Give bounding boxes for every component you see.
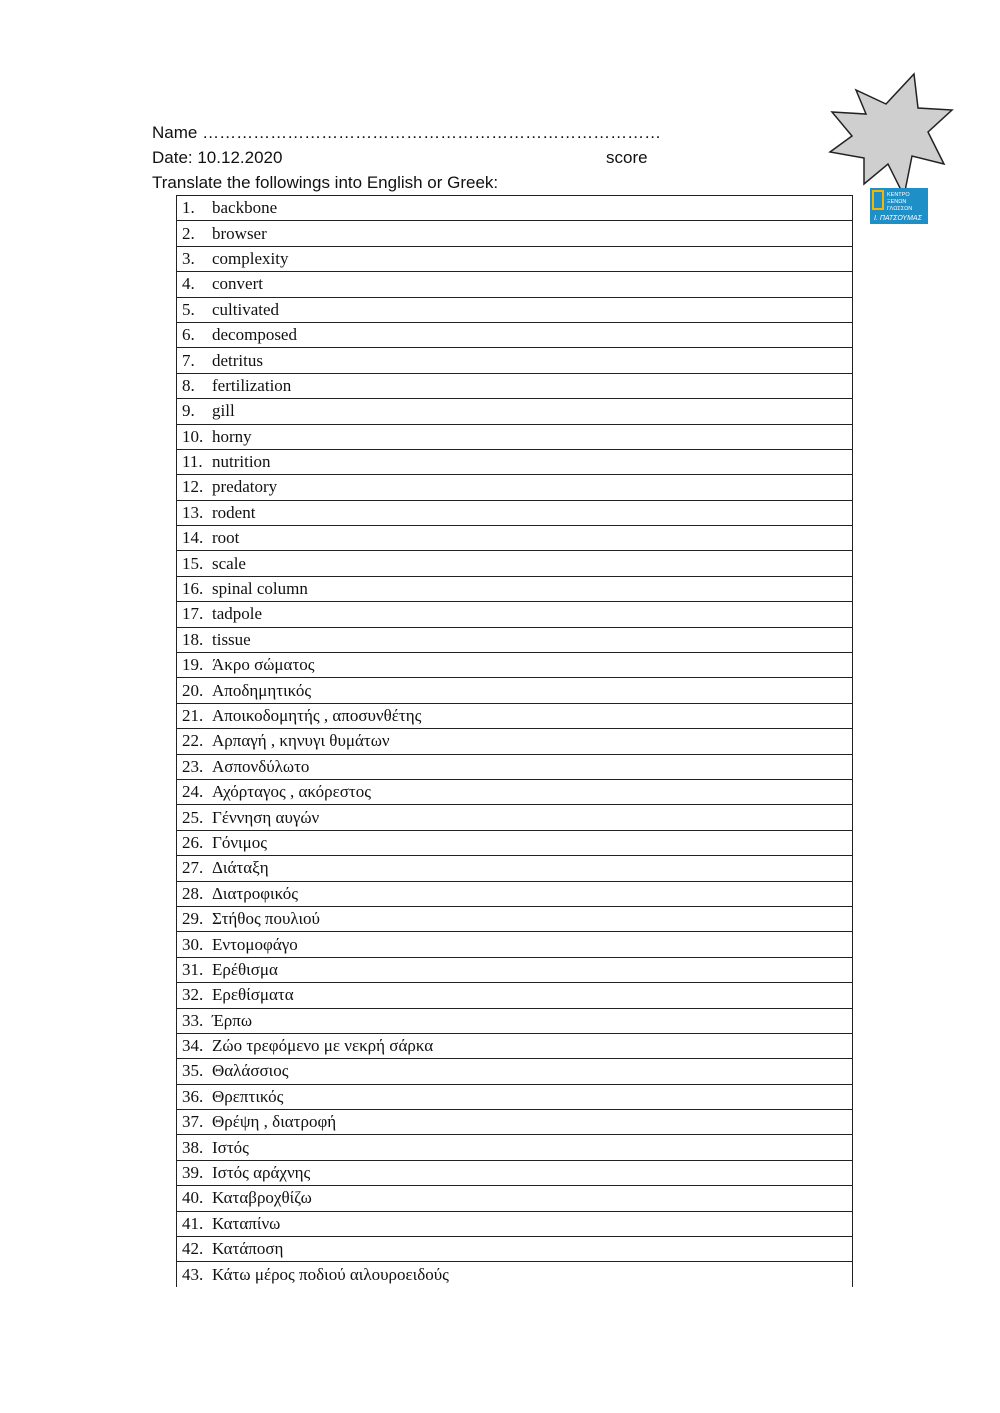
table-row bbox=[177, 754, 853, 779]
item-number: 9. bbox=[182, 401, 195, 421]
vocabulary-cell bbox=[177, 983, 853, 1008]
table-row bbox=[177, 1237, 853, 1262]
table-row bbox=[177, 932, 853, 957]
item-number: 6. bbox=[182, 325, 195, 345]
item-number: 30. bbox=[182, 934, 204, 954]
table-row bbox=[177, 779, 853, 804]
table-row bbox=[177, 221, 853, 246]
table-row bbox=[177, 551, 853, 576]
item-term: Έρπω bbox=[212, 1010, 253, 1030]
item-number: 25. bbox=[182, 807, 204, 827]
item-number: 40. bbox=[182, 1188, 204, 1208]
vocabulary-cell bbox=[177, 932, 853, 957]
item-number: 16. bbox=[182, 579, 204, 599]
vocabulary-cell bbox=[177, 957, 853, 982]
vocabulary-cell bbox=[177, 856, 853, 881]
vocabulary-cell bbox=[177, 627, 853, 652]
item-number: 21. bbox=[182, 706, 204, 725]
vocabulary-cell bbox=[177, 576, 853, 601]
item-term: Αχόρταγος , ακόρεστος bbox=[212, 782, 371, 802]
vocabulary-cell bbox=[177, 1033, 853, 1058]
table-row bbox=[177, 881, 853, 906]
school-logo bbox=[870, 188, 928, 224]
item-term: complexity bbox=[212, 248, 289, 268]
vocabulary-table bbox=[176, 195, 853, 1287]
item-term: nutrition bbox=[212, 452, 271, 472]
item-term: Θρέψη , διατροφή bbox=[212, 1112, 337, 1132]
vocabulary-cell bbox=[177, 1237, 853, 1262]
item-number: 1. bbox=[182, 198, 195, 218]
table-row bbox=[177, 475, 853, 500]
table-row bbox=[177, 399, 853, 424]
vocabulary-cell bbox=[177, 246, 853, 271]
table-row bbox=[177, 1008, 853, 1033]
score-label: score bbox=[606, 148, 648, 167]
item-number: 14. bbox=[182, 528, 204, 548]
table-row bbox=[177, 627, 853, 652]
item-term: scale bbox=[212, 553, 246, 573]
vocabulary-cell bbox=[177, 551, 853, 576]
item-number: 5. bbox=[182, 299, 195, 319]
item-term: Κατάποση bbox=[212, 1239, 284, 1259]
item-number: 37. bbox=[182, 1112, 204, 1132]
vocabulary-cell bbox=[177, 678, 853, 703]
name-field-line: Name ……………………………………………………………………… bbox=[152, 123, 662, 142]
vocabulary-cell bbox=[177, 830, 853, 855]
vocabulary-cell bbox=[177, 1008, 853, 1033]
item-number: 15. bbox=[182, 553, 204, 573]
table-row bbox=[177, 906, 853, 931]
table-row bbox=[177, 348, 853, 373]
item-term: Διάταξη bbox=[212, 858, 269, 878]
item-term: rodent bbox=[212, 502, 256, 522]
vocabulary-cell bbox=[177, 1160, 853, 1185]
table-row bbox=[177, 830, 853, 855]
vocabulary-cell bbox=[177, 1135, 853, 1160]
table-row bbox=[177, 1135, 853, 1160]
vocabulary-cell bbox=[177, 1186, 853, 1211]
table-row bbox=[177, 576, 853, 601]
vocabulary-cell bbox=[177, 729, 853, 754]
table-row bbox=[177, 1186, 853, 1211]
item-number: 23. bbox=[182, 756, 204, 776]
item-term: Κάτω μέρος ποδιού αιλουροειδούς bbox=[212, 1264, 449, 1284]
item-term: predatory bbox=[212, 477, 278, 497]
vocabulary-cell bbox=[177, 297, 853, 322]
item-term: cultivated bbox=[212, 299, 280, 319]
vocabulary-cell bbox=[177, 1110, 853, 1135]
item-number: 34. bbox=[182, 1036, 204, 1056]
vocabulary-cell bbox=[177, 500, 853, 525]
table-row bbox=[177, 449, 853, 474]
table-row bbox=[177, 373, 853, 398]
item-number: 31. bbox=[182, 959, 204, 979]
table-row bbox=[177, 1262, 853, 1287]
item-number: 39. bbox=[182, 1163, 204, 1183]
item-term: browser bbox=[212, 223, 267, 243]
vocabulary-cell bbox=[177, 272, 853, 297]
vocabulary-cell bbox=[177, 449, 853, 474]
table-row bbox=[177, 500, 853, 525]
vocabulary-cell bbox=[177, 805, 853, 830]
item-term: Αποικοδομητής , αποσυνθέτης bbox=[212, 706, 422, 725]
item-term: Καταπίνω bbox=[212, 1213, 281, 1233]
table-row bbox=[177, 653, 853, 678]
vocabulary-cell bbox=[177, 1211, 853, 1236]
vocabulary-cell bbox=[177, 602, 853, 627]
table-row bbox=[177, 678, 853, 703]
table-row bbox=[177, 1160, 853, 1185]
item-number: 43. bbox=[182, 1264, 204, 1284]
vocabulary-cell bbox=[177, 399, 853, 424]
item-number: 11. bbox=[182, 452, 203, 472]
item-term: Ερεθίσματα bbox=[212, 985, 294, 1005]
item-term: Ερέθισμα bbox=[212, 959, 278, 979]
vocabulary-cell bbox=[177, 653, 853, 678]
vocabulary-cell bbox=[177, 779, 853, 804]
item-number: 29. bbox=[182, 909, 204, 929]
vocabulary-cell bbox=[177, 348, 853, 373]
table-row bbox=[177, 805, 853, 830]
date-line: Date: 10.12.2020 bbox=[152, 148, 283, 167]
vocabulary-cell bbox=[177, 906, 853, 931]
table-row bbox=[177, 322, 853, 347]
item-number: 20. bbox=[182, 680, 204, 700]
table-row bbox=[177, 703, 853, 728]
vocabulary-cell bbox=[177, 1262, 853, 1287]
vocabulary-cell bbox=[177, 881, 853, 906]
item-term: Στήθος πουλιού bbox=[212, 909, 320, 929]
item-term: Άκρο σώματος bbox=[212, 655, 315, 675]
item-number: 41. bbox=[182, 1213, 204, 1233]
item-number: 7. bbox=[182, 350, 195, 370]
vocabulary-cell bbox=[177, 475, 853, 500]
table-row bbox=[177, 729, 853, 754]
vocabulary-cell bbox=[177, 221, 853, 246]
item-term: Καταβροχθίζω bbox=[212, 1188, 312, 1208]
vocabulary-cell bbox=[177, 196, 853, 221]
item-term: backbone bbox=[212, 198, 278, 218]
item-number: 24. bbox=[182, 782, 204, 802]
logo-text-line2: ΞΕΝΩΝ bbox=[887, 199, 907, 205]
item-number: 13. bbox=[182, 502, 204, 522]
vocabulary-cell bbox=[177, 373, 853, 398]
vocabulary-cell bbox=[177, 424, 853, 449]
vocabulary-cell bbox=[177, 1084, 853, 1109]
item-term: convert bbox=[212, 274, 263, 294]
table-row bbox=[177, 1059, 853, 1084]
item-number: 33. bbox=[182, 1010, 204, 1030]
item-number: 38. bbox=[182, 1137, 204, 1157]
item-term: tadpole bbox=[212, 604, 263, 624]
item-number: 42. bbox=[182, 1239, 204, 1259]
table-row bbox=[177, 1110, 853, 1135]
item-number: 3. bbox=[182, 248, 195, 268]
item-term: detritus bbox=[212, 350, 263, 370]
item-number: 32. bbox=[182, 985, 204, 1005]
item-term: Ιστός bbox=[212, 1137, 249, 1157]
table-row bbox=[177, 246, 853, 271]
item-number: 18. bbox=[182, 629, 204, 649]
logo-text-line1: ΚΕΝΤΡΟ bbox=[887, 192, 910, 198]
table-row bbox=[177, 196, 853, 221]
item-number: 28. bbox=[182, 883, 204, 903]
table-row bbox=[177, 602, 853, 627]
vocabulary-cell bbox=[177, 1059, 853, 1084]
item-term: tissue bbox=[212, 629, 251, 649]
table-row bbox=[177, 526, 853, 551]
item-number: 26. bbox=[182, 832, 204, 852]
item-term: root bbox=[212, 528, 240, 548]
item-number: 12. bbox=[182, 477, 204, 497]
item-term: Ασπονδύλωτο bbox=[212, 756, 310, 776]
item-term: gill bbox=[212, 401, 235, 421]
table-row bbox=[177, 1211, 853, 1236]
vocabulary-cell bbox=[177, 322, 853, 347]
item-number: 27. bbox=[182, 858, 204, 878]
table-row bbox=[177, 297, 853, 322]
vocabulary-cell bbox=[177, 526, 853, 551]
logo-text-line3: ΓΛΩΣΣΩΝ bbox=[887, 206, 913, 212]
item-number: 4. bbox=[182, 274, 195, 294]
item-term: Θαλάσσιος bbox=[212, 1061, 289, 1081]
item-term: Ιστός αράχνης bbox=[212, 1163, 311, 1183]
score-starburst-icon bbox=[826, 72, 954, 200]
item-term: Αποδημητικός bbox=[212, 680, 312, 700]
item-term: Γέννηση αυγών bbox=[212, 807, 320, 827]
table-row bbox=[177, 983, 853, 1008]
item-number: 17. bbox=[182, 604, 204, 624]
table-row bbox=[177, 424, 853, 449]
item-number: 8. bbox=[182, 375, 195, 395]
instruction-text: Translate the followings into English or Greek: bbox=[152, 173, 499, 192]
item-number: 35. bbox=[182, 1061, 204, 1081]
table-row bbox=[177, 1033, 853, 1058]
vocabulary-cell bbox=[177, 703, 853, 728]
table-row bbox=[177, 856, 853, 881]
logo-text-line4: Ι. ΠΑΤΣΟΥΜΑΣ bbox=[874, 215, 922, 222]
item-number: 10. bbox=[182, 426, 204, 446]
table-row bbox=[177, 272, 853, 297]
item-term: fertilization bbox=[212, 375, 292, 395]
item-term: Θρεπτικός bbox=[212, 1086, 284, 1106]
item-term: Γόνιμος bbox=[212, 832, 267, 852]
item-term: Διατροφικός bbox=[212, 883, 299, 903]
item-term: Εντομοφάγο bbox=[212, 934, 298, 954]
item-number: 19. bbox=[182, 655, 204, 675]
item-number: 22. bbox=[182, 731, 204, 751]
table-row bbox=[177, 957, 853, 982]
item-term: spinal column bbox=[212, 579, 308, 599]
item-term: horny bbox=[212, 426, 252, 446]
vocabulary-cell bbox=[177, 754, 853, 779]
table-row bbox=[177, 1084, 853, 1109]
item-number: 2. bbox=[182, 223, 195, 243]
item-number: 36. bbox=[182, 1086, 204, 1106]
item-term: decomposed bbox=[212, 325, 297, 345]
item-term: Ζώο τρεφόμενο με νεκρή σάρκα bbox=[212, 1036, 434, 1056]
item-term: Αρπαγή , κηνυγι θυμάτων bbox=[212, 731, 390, 751]
